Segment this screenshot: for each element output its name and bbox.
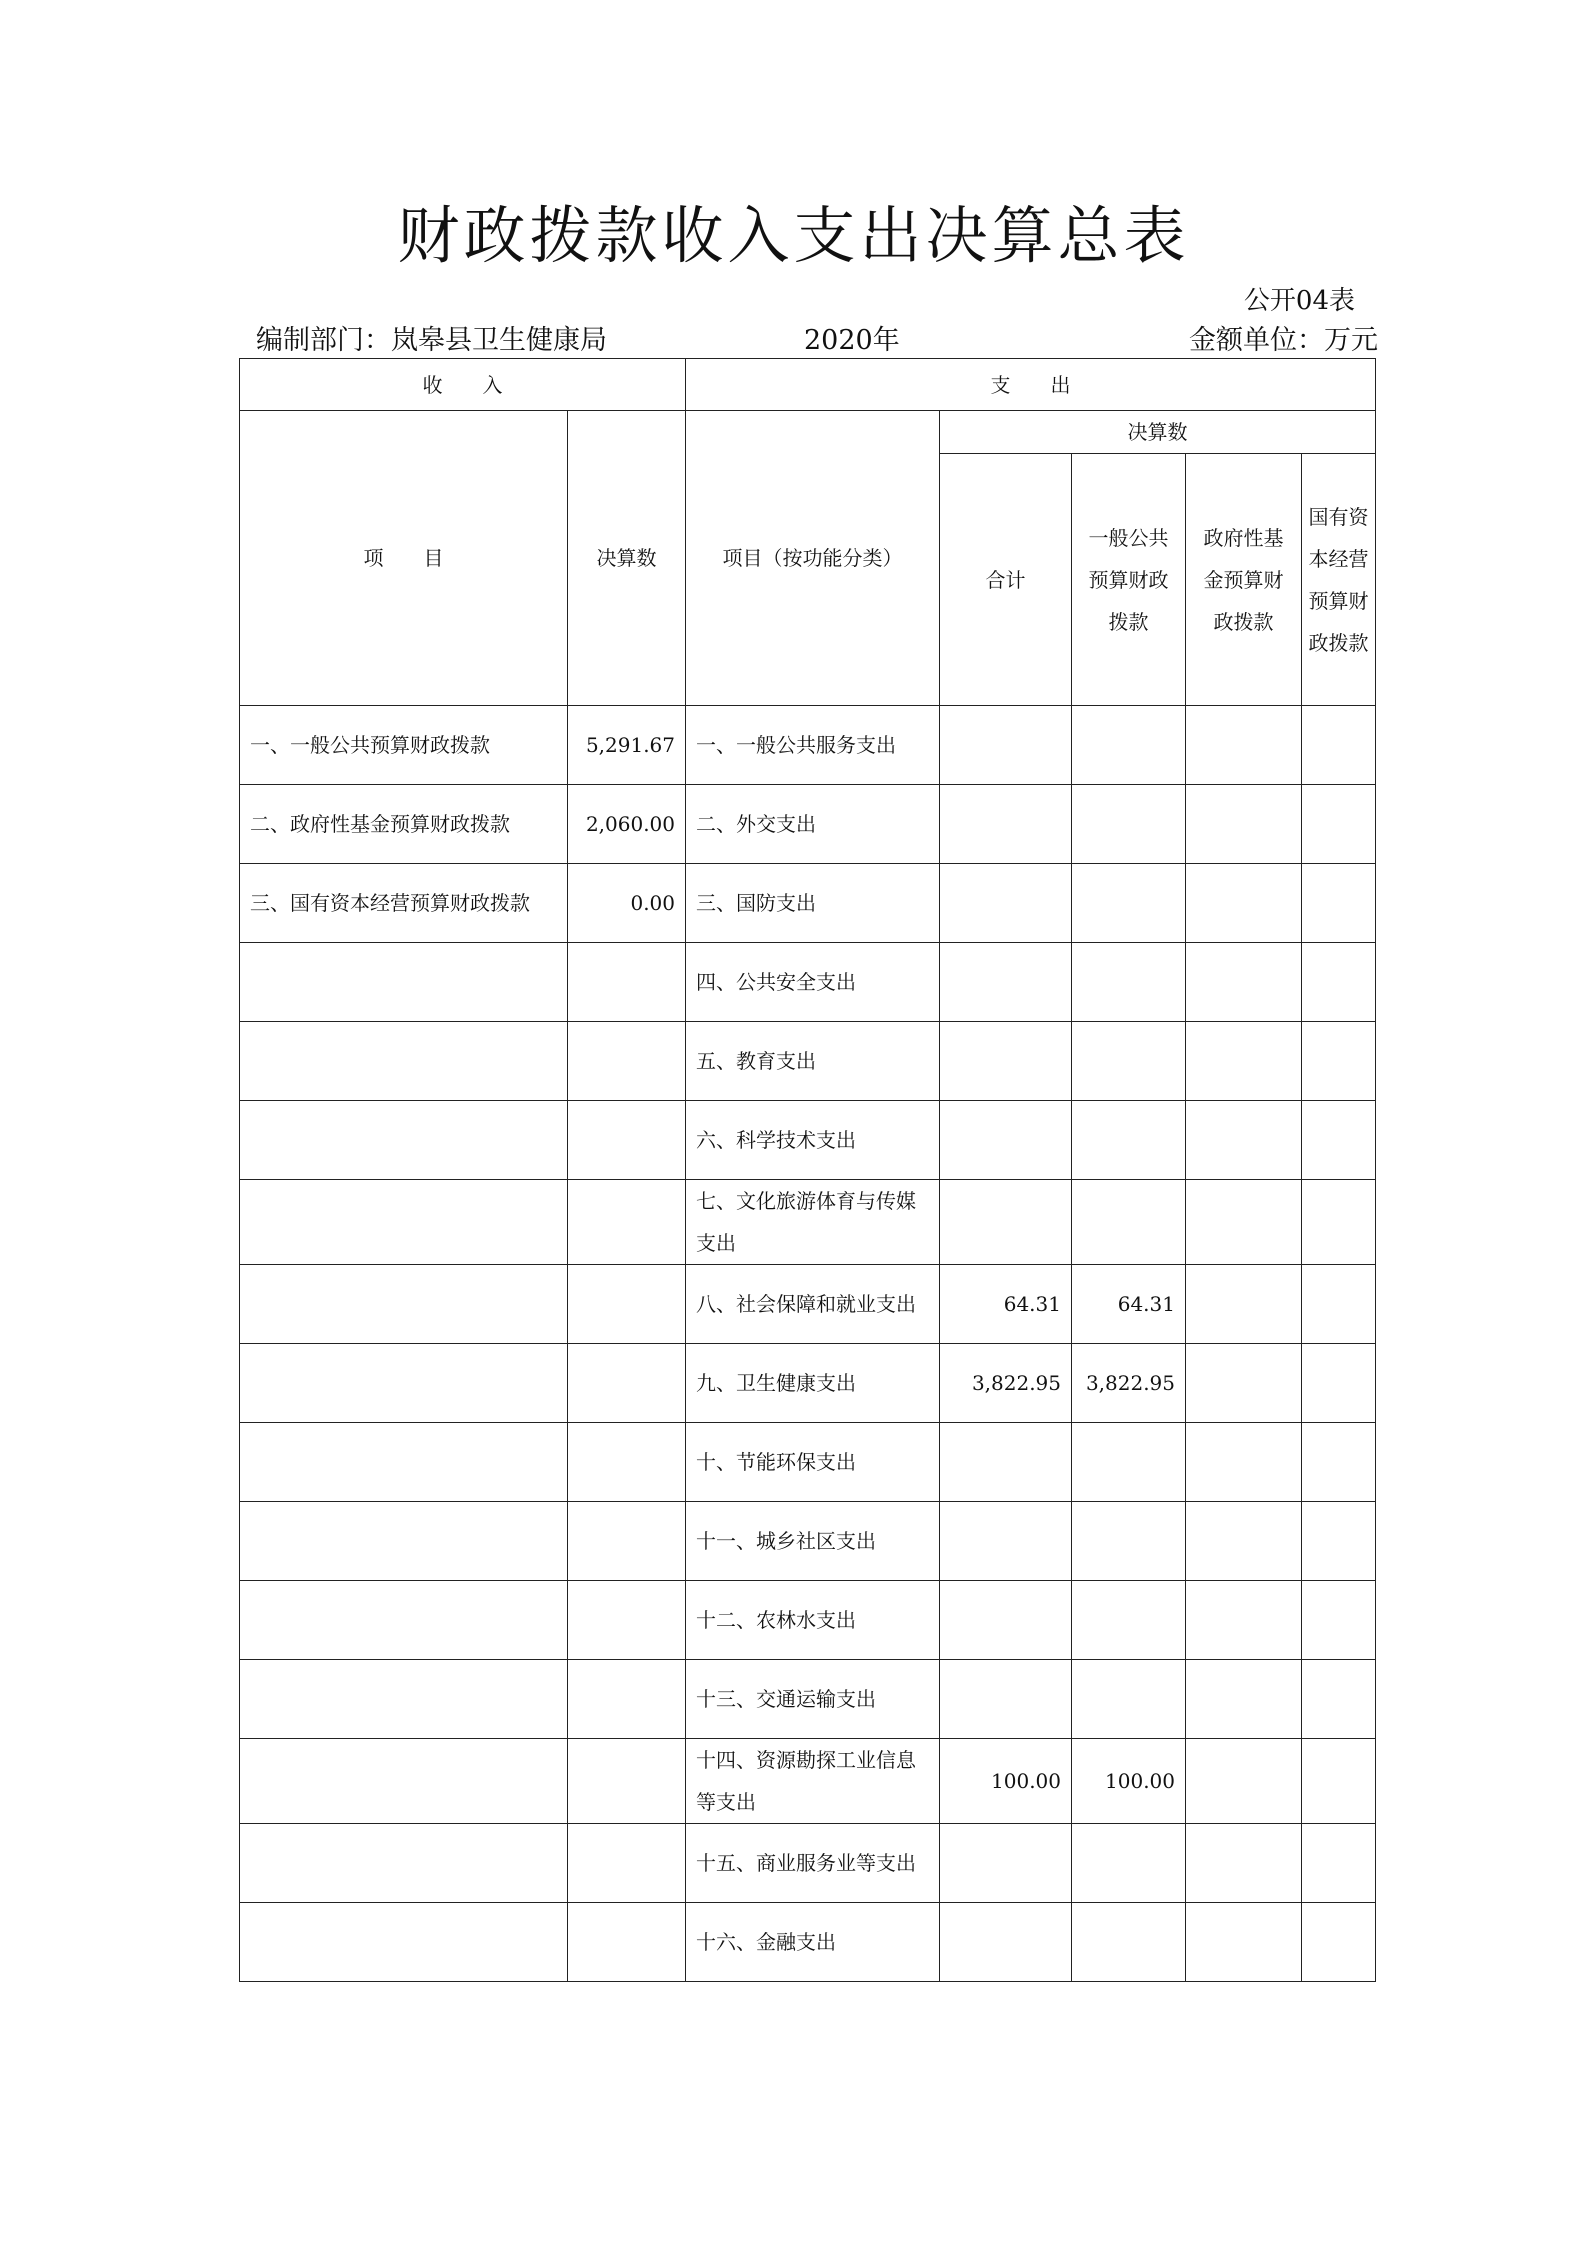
general-budget-cell: [1072, 1180, 1186, 1265]
expense-item-cell: 十四、资源勘探工业信息等支出: [686, 1739, 940, 1824]
table-row: [240, 1739, 1376, 1824]
general-budget-cell: [1072, 785, 1186, 864]
income-amount-cell: [568, 1022, 686, 1101]
total-cell: 3,822.95: [940, 1344, 1072, 1423]
table-row: [240, 1423, 1376, 1502]
table-row: [240, 1180, 1376, 1265]
expense-item-cell: 十六、金融支出: [686, 1903, 940, 1982]
general-budget-cell: [1072, 1660, 1186, 1739]
gov-fund-cell: [1186, 1660, 1302, 1739]
income-section-header: 收 入: [240, 359, 686, 411]
gov-fund-cell: [1186, 1824, 1302, 1903]
income-amount-cell: 5,291.67: [568, 706, 686, 785]
state-capital-cell: [1302, 1824, 1376, 1903]
total-cell: [940, 1660, 1072, 1739]
total-cell: 64.31: [940, 1265, 1072, 1344]
income-item-cell: [240, 1180, 568, 1265]
meta-line: [256, 318, 1378, 354]
gov-fund-cell: [1186, 785, 1302, 864]
state-capital-cell: [1302, 1180, 1376, 1265]
income-amount-cell: [568, 1344, 686, 1423]
state-capital-cell: [1302, 785, 1376, 864]
total-cell: 100.00: [940, 1739, 1072, 1824]
table-row: [240, 1502, 1376, 1581]
state-capital-cell: [1302, 1739, 1376, 1824]
expense-item-cell: 六、科学技术支出: [686, 1101, 940, 1180]
state-capital-cell: [1302, 706, 1376, 785]
gov-fund-cell: [1186, 1423, 1302, 1502]
income-amount-cell: [568, 1265, 686, 1344]
general-budget-cell: [1072, 706, 1186, 785]
total-cell: [940, 1423, 1072, 1502]
total-cell: [940, 1502, 1072, 1581]
gov-fund-cell: [1186, 1344, 1302, 1423]
total-cell: [940, 785, 1072, 864]
section-header-row: [240, 359, 1376, 411]
income-item-cell: [240, 1660, 568, 1739]
general-budget-cell: [1072, 1581, 1186, 1660]
gov-fund-cell: [1186, 864, 1302, 943]
income-item-cell: [240, 1903, 568, 1982]
page-title: 财政拨款收入支出决算总表: [397, 199, 1190, 272]
gov-fund-cell: [1186, 1101, 1302, 1180]
state-capital-cell: [1302, 943, 1376, 1022]
expense-item-cell: 一、一般公共服务支出: [686, 706, 940, 785]
income-item-cell: 一、一般公共预算财政拨款: [240, 706, 568, 785]
state-capital-cell: [1302, 1423, 1376, 1502]
settle-group-header: 决算数: [940, 411, 1376, 454]
income-item-cell: [240, 1265, 568, 1344]
state-capital-cell: [1302, 1265, 1376, 1344]
item-func-header: 项目（按功能分类）: [686, 411, 940, 706]
total-cell: [940, 1101, 1072, 1180]
income-amount-cell: [568, 1739, 686, 1824]
gov-fund-cell: [1186, 1739, 1302, 1824]
item-header: 项 目: [240, 411, 568, 706]
income-item-cell: [240, 1581, 568, 1660]
table-row: [240, 1265, 1376, 1344]
table-row: [240, 706, 1376, 785]
income-amount-cell: [568, 1581, 686, 1660]
income-item-cell: 二、政府性基金预算财政拨款: [240, 785, 568, 864]
income-item-cell: [240, 1101, 568, 1180]
expense-item-cell: 九、卫生健康支出: [686, 1344, 940, 1423]
state-capital-cell: [1302, 1903, 1376, 1982]
state-capital-cell: [1302, 1101, 1376, 1180]
state-capital-cell: [1302, 1581, 1376, 1660]
general-budget-cell: [1072, 1903, 1186, 1982]
general-budget-cell: 3,822.95: [1072, 1344, 1186, 1423]
expense-item-cell: 十五、商业服务业等支出: [686, 1824, 940, 1903]
form-number: 公开04表: [1243, 286, 1355, 316]
expense-item-cell: 十、节能环保支出: [686, 1423, 940, 1502]
unit-label: 金额单位：万元: [1189, 325, 1378, 356]
department-label: 编制部门：岚皋县卫生健康局: [256, 325, 607, 356]
general-budget-cell: [1072, 1022, 1186, 1101]
table-row: [240, 1660, 1376, 1739]
expense-item-cell: 五、教育支出: [686, 1022, 940, 1101]
general-budget-cell: [1072, 1101, 1186, 1180]
state-capital-cell: [1302, 1344, 1376, 1423]
table-row: [240, 1903, 1376, 1982]
gov-fund-cell: [1186, 1265, 1302, 1344]
settlement-table: [239, 358, 1376, 1982]
income-amount-cell: 2,060.00: [568, 785, 686, 864]
settle-header: 决算数: [568, 411, 686, 706]
income-amount-cell: [568, 1180, 686, 1265]
general-budget-cell: 100.00: [1072, 1739, 1186, 1824]
gov-fund-header: 政府性基金预算财政拨款: [1186, 454, 1302, 706]
general-budget-cell: [1072, 1423, 1186, 1502]
column-header-row-1: [240, 411, 1376, 454]
gov-fund-cell: [1186, 943, 1302, 1022]
income-amount-cell: 0.00: [568, 864, 686, 943]
income-item-cell: [240, 1824, 568, 1903]
table-row: [240, 1344, 1376, 1423]
state-capital-cell: [1302, 1022, 1376, 1101]
expense-item-cell: 十三、交通运输支出: [686, 1660, 940, 1739]
expense-item-cell: 二、外交支出: [686, 785, 940, 864]
expense-item-cell: 三、国防支出: [686, 864, 940, 943]
income-item-cell: [240, 1739, 568, 1824]
total-cell: [940, 943, 1072, 1022]
table-row: [240, 1581, 1376, 1660]
income-item-cell: [240, 1022, 568, 1101]
table-row: [240, 785, 1376, 864]
general-budget-cell: [1072, 1824, 1186, 1903]
general-budget-header: 一般公共预算财政拨款: [1072, 454, 1186, 706]
income-amount-cell: [568, 943, 686, 1022]
state-capital-cell: [1302, 864, 1376, 943]
general-budget-cell: [1072, 864, 1186, 943]
gov-fund-cell: [1186, 706, 1302, 785]
state-capital-cell: [1302, 1502, 1376, 1581]
total-cell: [940, 1824, 1072, 1903]
income-amount-cell: [568, 1101, 686, 1180]
table-row: [240, 1101, 1376, 1180]
expense-item-cell: 十一、城乡社区支出: [686, 1502, 940, 1581]
expense-section-header: 支 出: [686, 359, 1376, 411]
total-cell: [940, 1581, 1072, 1660]
general-budget-cell: 64.31: [1072, 1265, 1186, 1344]
income-item-cell: 三、国有资本经营预算财政拨款: [240, 864, 568, 943]
gov-fund-cell: [1186, 1022, 1302, 1101]
total-header: 合计: [940, 454, 1072, 706]
income-item-cell: [240, 1344, 568, 1423]
total-cell: [940, 706, 1072, 785]
expense-item-cell: 八、社会保障和就业支出: [686, 1265, 940, 1344]
gov-fund-cell: [1186, 1502, 1302, 1581]
total-cell: [940, 1180, 1072, 1265]
income-item-cell: [240, 1423, 568, 1502]
year-label: 2020年: [804, 325, 900, 356]
general-budget-cell: [1072, 1502, 1186, 1581]
income-amount-cell: [568, 1502, 686, 1581]
table-row: [240, 943, 1376, 1022]
table-row: [240, 864, 1376, 943]
expense-item-cell: 四、公共安全支出: [686, 943, 940, 1022]
total-cell: [940, 864, 1072, 943]
total-cell: [940, 1022, 1072, 1101]
state-capital-header: 国有资本经营预算财政拨款: [1302, 454, 1376, 706]
income-item-cell: [240, 1502, 568, 1581]
income-amount-cell: [568, 1660, 686, 1739]
table-row: [240, 1824, 1376, 1903]
gov-fund-cell: [1186, 1903, 1302, 1982]
income-amount-cell: [568, 1903, 686, 1982]
income-amount-cell: [568, 1824, 686, 1903]
state-capital-cell: [1302, 1660, 1376, 1739]
gov-fund-cell: [1186, 1180, 1302, 1265]
expense-item-cell: 七、文化旅游体育与传媒支出: [686, 1180, 940, 1265]
expense-item-cell: 十二、农林水支出: [686, 1581, 940, 1660]
general-budget-cell: [1072, 943, 1186, 1022]
gov-fund-cell: [1186, 1581, 1302, 1660]
income-amount-cell: [568, 1423, 686, 1502]
table-row: [240, 1022, 1376, 1101]
total-cell: [940, 1903, 1072, 1982]
income-item-cell: [240, 943, 568, 1022]
